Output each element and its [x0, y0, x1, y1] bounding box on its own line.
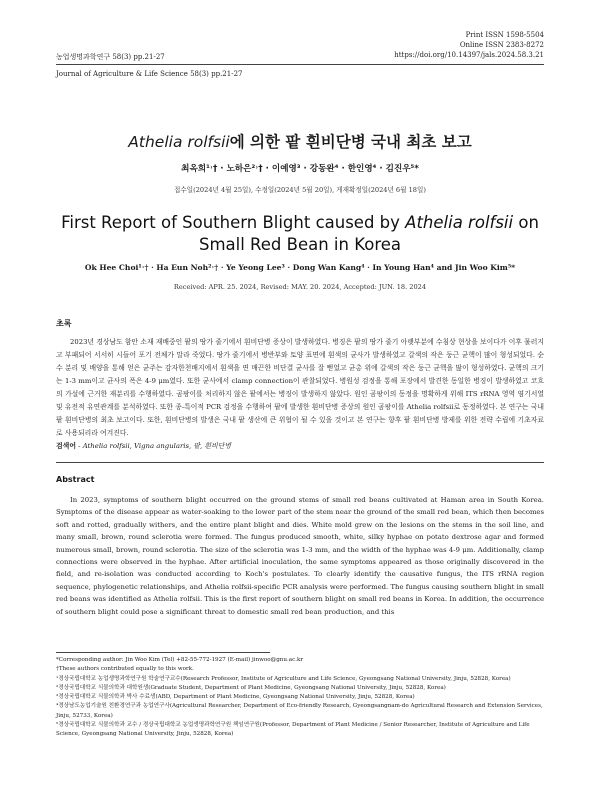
online-issn: Online ISSN 2383-8272 [459, 41, 544, 49]
english-abstract-text: In 2023, symptoms of southern blight occurred on the ground stems of small red beans cultivated at Haman area in South Korea. Symptoms of the disease appear as water-soaking to the lower part of the stem near the ground of the small red bean, which then becomes soft and rotted, gradually withers, and the entire plant blight and dies. White mold grew on the lesions on the stems in the soil line, and many small, brown, round sclerotia were formed. The fungus produced smooth, white, silky hyphae on potato dextrose agar and formed numerous small, brown, round sclerotia. The size of the sclerotia was 1-3 mm, and the width of the hyphae was 4-9 μm. Additionally, clamp connections were observed in the hyphae. After artificial inoculation, the same symptoms appeared as those originally discovered in the field, and re-isolation was conducted according to Koch's postulates. To clearly identify the causative fungus, the ITS rRNA region sequence, phylogenetic relationships, and Athelia rolfsii-specific PCR analysis were performed. The fungus causing southern blight in small red beans was identified as Athelia rolfsii. This is the first report of southern blight on small red beans in Korea. In addition, the occurrence of southern blight could pose a significant threat to domestic small red bean production, and this [56, 496, 544, 616]
header-divider [56, 64, 544, 65]
english-title-species: Athelia rolfsii [405, 213, 514, 232]
english-title-part1: First Report of Southern Blight caused by [61, 213, 406, 232]
korean-title [0, 130, 600, 152]
english-authors: Ok Hee Choi¹˒† · Ha Eun Noh²˒† · Ye Yeong Lee³ · Dong Wan Kang⁴ · In Young Han⁴ and Jin Woo Kim⁵* [84, 263, 516, 272]
issn-block [394, 30, 544, 60]
footnote-affiliation-5: ⁵경상국립대학교 식물의학과 교수 / 경상국립대학교 농업생명과학연구원 책임연구원(Professor, Department of Plant Medicine / Senior Researcher, Institute of Agriculture and Life Science, Gyeongsang National University, Jinju, 52828, Korea) [56, 722, 530, 738]
footnotes [56, 656, 546, 740]
journal-name-ko: 농업생명과학연구 58(3) pp.21-27 [56, 53, 165, 61]
korean-dates: 접수일(2024년 4월 25일), 수정일(2024년 5월 20일), 게재확정일(2024년 6월 18일) [174, 186, 426, 194]
korean-title-rest: 에 의한 팥 흰비단병 국내 최초 보고 [229, 133, 472, 151]
doi-link[interactable]: https://doi.org/10.14397/jals.2024.58.3.21 [394, 51, 544, 59]
english-abstract [56, 494, 544, 618]
english-title-part2: on Small Red Bean in Korea [198, 213, 539, 254]
korean-title-species: Athelia rolfsii [128, 133, 230, 151]
english-abstract-heading: Abstract [56, 475, 95, 484]
footnote-affiliation-3: ³경상국립대학교 식물의학과 박사 수료생(ABD, Department of Plant Medicine, Gyeongsang National University, Jinju, 52828, Korea) [56, 694, 415, 701]
footnote-corresponding: *Corresponding author: Jin Woo Kim (Tel) +82-55-772-1927 (E-mail) jinwoo@gnu.ac.kr [56, 657, 304, 663]
korean-keywords: 검색어 - Athelia rolfsii, Vigna angularis, 팥, 흰비단병 [56, 442, 232, 450]
korean-abstract-text: 2023년 경상남도 함안 소재 재배중인 팥의 땅가 줄기에서 흰비단병 증상이 발생하였다. 병징은 팥의 땅가 줄기 아랫부분에 수침상 현상을 보이다가 이후 물러지고 부패되어 서서히 시들어 포기 전체가 말라 죽었다. 땅가 줄기에서 병반부와 토양 표면에 흰색의 균사가 발생하였고 갈색의 작은 둥근 균핵이 많이 형성되었다. 순수 분리 및 배양을 통해 얻은 균주는 감자한천배지에서 흰색을 띤 매끈한 비단결 균사를 잘 뻗었고 균총 위에 갈색의 작은 둥근 균핵을 많이 형성하였다. 균핵의 크기는 1-3 mm이고 균사의 폭은 4-9 μm였다. 또한 균사에서 clamp connection이 관찰되었다. 병원성 검정을 통해 포장에서 발견한 동일한 병징이 발생하였고 코흐의 가설에 근거한 재분리를 수행하였다. 곰팡이를 처리하지 않은 팥에서는 병징이 발생하지 않았다. 원인 곰팡이의 동정을 명확하게 위해 ITS rRNA 영역 염기서열 및 유전적 유연관계를 분석하였다. 또한 종-특이적 PCR 검정을 수행하여 팥에 발생한 흰비단병 증상의 원인 곰팡이를 Athelia rolfsii로 동정하였다. 본 연구는 국내 팥 흰비단병의 최초 보고이다. 또한, 흰비단병의 발생은 국내 팥 생산에 큰 위협이 될 수 있을 것이고 본 연구는 향후 팥 흰비단병 방제를 위한 전략 수립에 기초자료로 사용되리라 여겨진다. [56, 338, 544, 437]
section-divider [56, 462, 544, 463]
korean-abstract [56, 336, 544, 440]
print-issn: Print ISSN 1598-5504 [465, 31, 544, 39]
journal-name-en: Journal of Agriculture & Life Science 58(3) pp.21-27 [56, 70, 243, 78]
english-title [40, 212, 560, 256]
footnote-affiliation-2: ²경상국립대학교 식물의학과 대학원생(Graduate Student, Department of Plant Medicine, Gyeongsang National University, Jinju, 52828, Korea) [56, 684, 446, 691]
keywords-list: Athelia rolfsii, Vigna angularis, 팥, 흰비단병 [82, 442, 232, 450]
footnote-affiliation-4: ⁴경상남도농업기술원 친환경연구과 농업연구사(Agricultural Researcher, Department of Eco-friendly Research, Gyeongsangnam-do Agricultural Research and Extension Services, Jinju, 52733, Korea) [56, 703, 543, 719]
footnote-affiliation-1: ¹경상국립대학교 농업생명과학연구원 학술연구교수(Research Professor, Institute of Agriculture and Life Science, Gyeongsang National University, Jinju, 52828, Korea) [56, 675, 511, 682]
footnote-equal-contribution: †These authors contributed equally to this work. [56, 666, 194, 673]
korean-authors: 최옥희¹˒† · 노하은²˒† · 이예영³ · 강동완⁴ · 한인영⁴ · 김진우⁵* [181, 164, 419, 174]
korean-abstract-heading: 초록 [56, 319, 72, 328]
english-dates: Received: APR. 25. 2024, Revised: MAY. 20. 2024, Accepted: JUN. 18. 2024 [173, 283, 427, 291]
keywords-label: 검색어 [56, 442, 76, 450]
footnote-divider [56, 652, 270, 653]
